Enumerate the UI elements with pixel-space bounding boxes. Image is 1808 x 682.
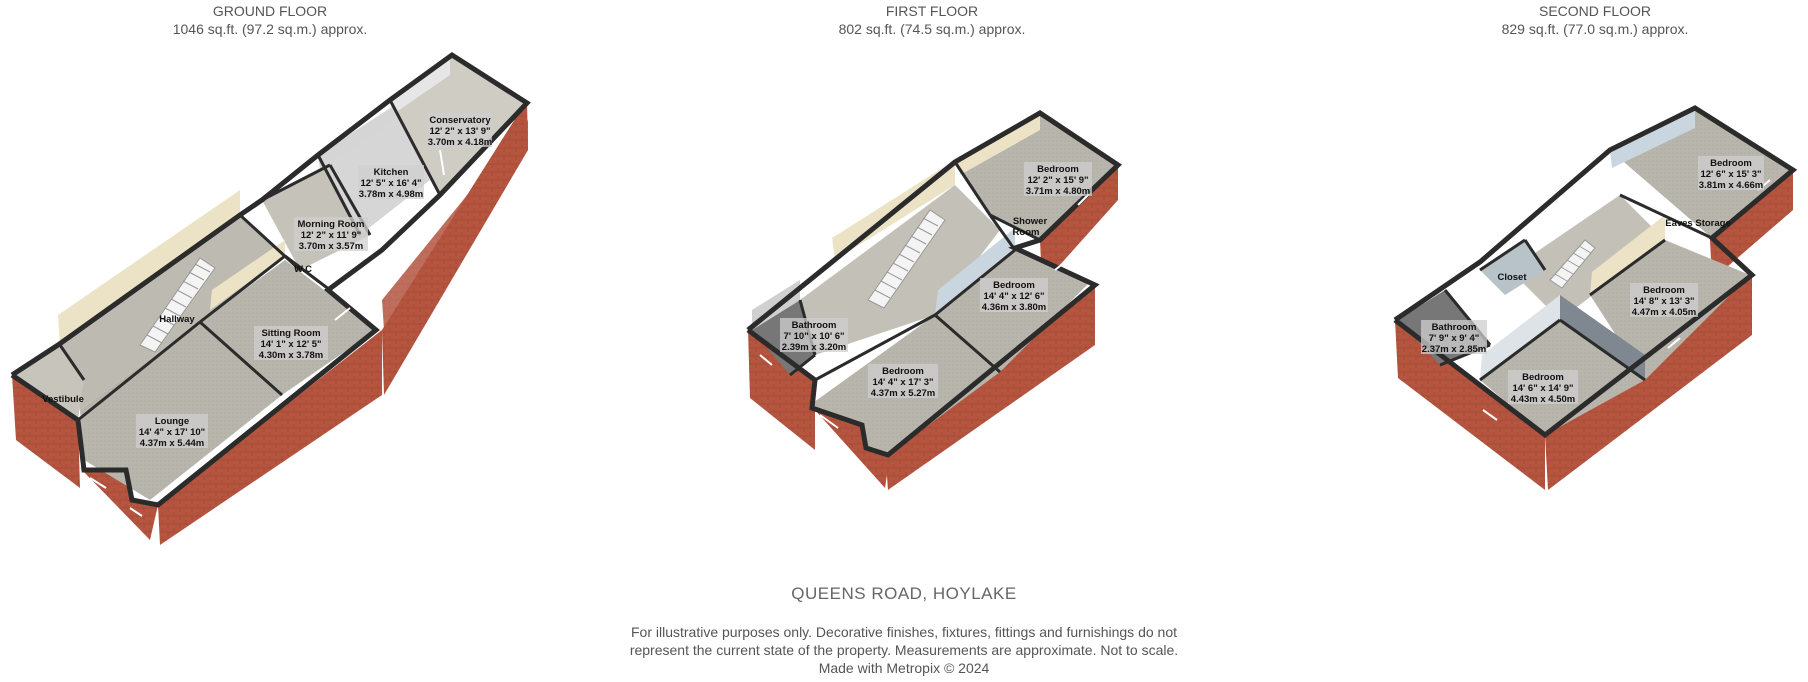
ground-kitchen-metric: 3.78m x 4.98m	[358, 189, 424, 200]
first-room-bedroom-back	[1024, 162, 1092, 197]
second-closet-name: Closet	[1497, 272, 1527, 283]
first-bedroom-mid-metric: 4.36m x 3.80m	[981, 302, 1047, 313]
second-bedroom-front-imperial: 14' 6" x 14' 9"	[1512, 383, 1574, 394]
second-bedroom-front-metric: 4.43m x 4.50m	[1510, 394, 1576, 405]
ground-morning-name: Morning Room	[297, 219, 365, 230]
disclaimer-line-2: represent the current state of the property. Measurements are approximate. Not to scale.	[629, 642, 1179, 658]
second-bathroom-metric: 2.37m x 2.85m	[1421, 344, 1487, 355]
first-bedroom-back-imperial: 12' 2" x 15' 9"	[1027, 175, 1089, 186]
ground-room-morning	[294, 217, 368, 252]
second-bedroom-mid-name: Bedroom	[1643, 285, 1685, 296]
first-bedroom-mid-imperial: 14' 4" x 12' 6"	[983, 291, 1045, 302]
first-bathroom-imperial: 7' 10" x 10' 6"	[783, 331, 845, 342]
second-bedroom-mid-imperial: 14' 8" x 13' 3"	[1633, 296, 1695, 307]
ground-kitchen-imperial: 12' 5" x 16' 4"	[360, 178, 422, 189]
first-room-bedroom-front	[868, 364, 938, 399]
first-room-bedroom-mid	[980, 278, 1048, 313]
ground-sitting-name: Sitting Room	[261, 328, 321, 339]
second-bedroom-mid-metric: 4.47m x 4.05m	[1631, 307, 1697, 318]
ground-wc-name: W.C	[294, 264, 312, 275]
second-bathroom-imperial: 7' 9" x 9' 4"	[1428, 333, 1480, 344]
ground-lounge-metric: 4.37m x 5.44m	[139, 438, 205, 449]
second-floor-area: 829 sq.ft. (77.0 sq.m.) approx.	[1501, 21, 1689, 37]
first-floor-plan	[748, 113, 1118, 490]
second-room-eaves	[1665, 218, 1730, 229]
ground-kitchen-name: Kitchen	[373, 167, 409, 178]
first-bedroom-front-imperial: 14' 4" x 17' 3"	[872, 377, 934, 388]
first-bathroom-metric: 2.39m x 3.20m	[781, 342, 847, 353]
disclaimer-line-1: For illustrative purposes only. Decorative finishes, fixtures, fittings and furnishings do not	[631, 624, 1177, 640]
second-room-bathroom	[1421, 320, 1487, 355]
ground-floor-title: GROUND FLOOR	[212, 3, 328, 19]
second-floor-plan	[1395, 108, 1793, 490]
second-room-bedroom-back	[1698, 156, 1764, 191]
first-bedroom-back-name: Bedroom	[1037, 164, 1079, 175]
ground-morning-imperial: 12' 2" x 11' 9"	[300, 230, 362, 241]
first-shower-name: Shower	[1012, 216, 1048, 227]
ground-floor-area: 1046 sq.ft. (97.2 sq.m.) approx.	[172, 21, 368, 37]
ground-lounge-name: Lounge	[154, 416, 190, 427]
second-eaves-name: Eaves Storage	[1665, 218, 1731, 229]
disclaimer	[0, 623, 1808, 677]
credit-line: Made with Metropix © 2024	[818, 660, 990, 676]
first-shower-name2: Room	[1012, 227, 1040, 238]
first-bedroom-front-metric: 4.37m x 5.27m	[870, 388, 936, 399]
first-bedroom-back-metric: 3.71m x 4.80m	[1025, 186, 1091, 197]
second-room-closet	[1497, 272, 1527, 283]
property-title: QUEENS ROAD, HOYLAKE	[791, 584, 1017, 603]
ground-room-sitting	[254, 326, 328, 361]
second-bedroom-back-metric: 3.81m x 4.66m	[1698, 180, 1764, 191]
first-room-bathroom	[780, 318, 848, 353]
second-bedroom-back-name: Bedroom	[1710, 158, 1752, 169]
ground-room-conservatory	[428, 113, 492, 148]
ground-room-hallway	[159, 314, 195, 325]
second-bathroom-name: Bathroom	[1431, 322, 1477, 333]
ground-sitting-imperial: 14' 1" x 12' 5"	[260, 339, 322, 350]
first-floor-title: FIRST FLOOR	[885, 3, 979, 19]
first-bedroom-front-name: Bedroom	[882, 366, 924, 377]
second-room-bedroom-mid	[1630, 283, 1698, 318]
ground-floor-plan	[12, 55, 528, 545]
ground-room-lounge	[136, 414, 208, 449]
ground-morning-metric: 3.70m x 3.57m	[298, 241, 364, 252]
second-room-bedroom-front	[1508, 370, 1578, 405]
second-floor-title: SECOND FLOOR	[1538, 3, 1651, 19]
ground-conservatory-imperial: 12' 2" x 13' 9"	[429, 126, 491, 137]
ground-room-wc	[294, 264, 312, 275]
ground-room-kitchen	[358, 165, 424, 200]
first-floor-area: 802 sq.ft. (74.5 sq.m.) approx.	[838, 21, 1026, 37]
ground-vestibule-name: Vestibule	[42, 394, 84, 405]
first-bathroom-name: Bathroom	[791, 320, 837, 331]
second-bedroom-front-name: Bedroom	[1522, 372, 1564, 383]
second-bedroom-back-imperial: 12' 6" x 15' 3"	[1700, 169, 1762, 180]
ground-conservatory-name: Conservatory	[429, 115, 491, 126]
ground-lounge-imperial: 14' 4" x 17' 10"	[138, 427, 206, 438]
ground-conservatory-metric: 3.70m x 4.18m	[427, 137, 493, 148]
ground-room-vestibule	[42, 394, 84, 405]
ground-sitting-metric: 4.30m x 3.78m	[258, 350, 324, 361]
ground-hallway-name: Hallway	[159, 314, 195, 325]
first-bedroom-mid-name: Bedroom	[993, 280, 1035, 291]
